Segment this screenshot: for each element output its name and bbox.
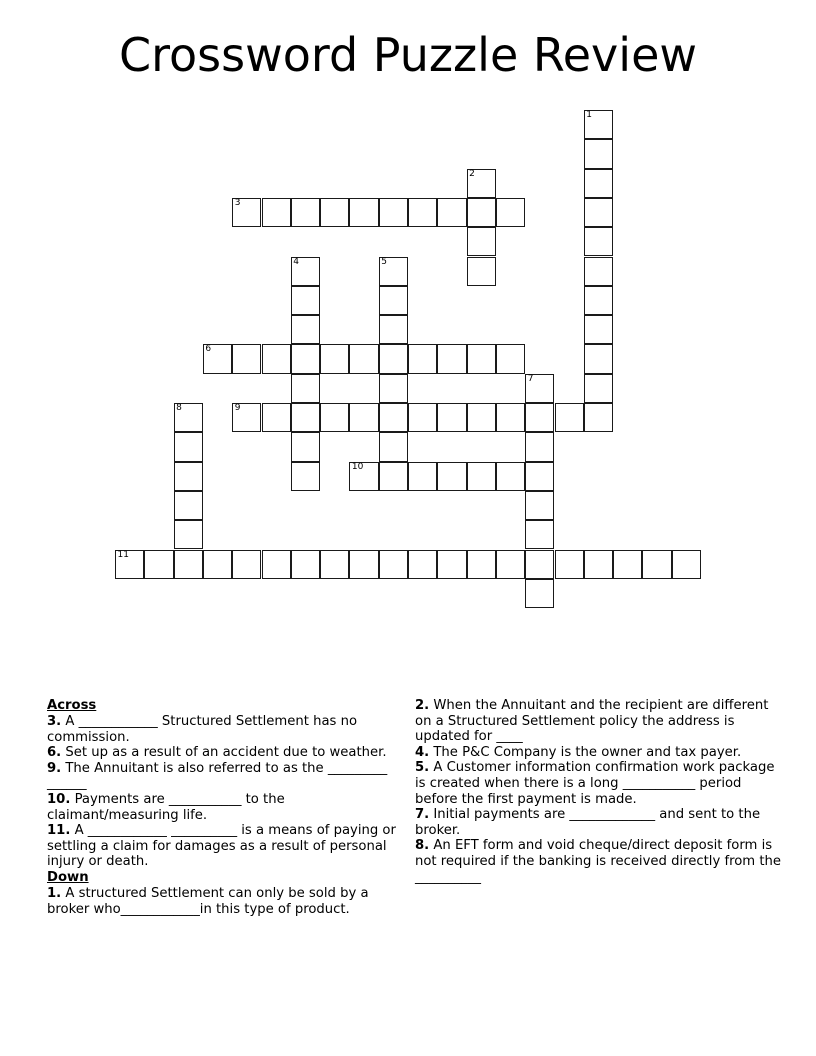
crossword-cell[interactable] bbox=[291, 374, 320, 403]
crossword-cell[interactable] bbox=[467, 169, 496, 198]
crossword-cell[interactable] bbox=[525, 550, 554, 579]
crossword-cell[interactable] bbox=[379, 462, 408, 491]
crossword-cell[interactable] bbox=[584, 257, 613, 286]
crossword-cell[interactable] bbox=[379, 550, 408, 579]
crossword-cell[interactable] bbox=[379, 286, 408, 315]
clues-column-right bbox=[410, 698, 816, 917]
crossword-cell[interactable] bbox=[672, 550, 701, 579]
crossword-cell[interactable] bbox=[467, 344, 496, 373]
cell-number: 1 bbox=[586, 110, 593, 120]
crossword-cell[interactable] bbox=[496, 198, 525, 227]
cell-number: 11 bbox=[117, 549, 129, 560]
crossword-cell[interactable] bbox=[379, 198, 408, 227]
crossword-cell[interactable] bbox=[584, 169, 613, 198]
cell-number: 7 bbox=[527, 373, 534, 384]
crossword-cell[interactable] bbox=[320, 550, 349, 579]
across-clue-10 bbox=[47, 792, 398, 823]
clue-number: 9. bbox=[47, 760, 62, 776]
clue-text: Initial payments are _____________ and sent to the broker. bbox=[415, 807, 761, 838]
crossword-cell[interactable] bbox=[496, 462, 525, 491]
crossword-cell[interactable] bbox=[467, 227, 496, 256]
cell-number: 10 bbox=[351, 461, 364, 472]
crossword-cell[interactable] bbox=[525, 462, 554, 491]
cell-number: 4 bbox=[293, 256, 300, 267]
crossword-cell[interactable] bbox=[584, 403, 613, 432]
down-clue-5 bbox=[415, 760, 786, 807]
crossword-cell[interactable] bbox=[525, 374, 554, 403]
crossword-cell[interactable] bbox=[584, 344, 613, 373]
crossword-cell[interactable] bbox=[291, 403, 320, 432]
clue-text: When the Annuitant and the recipient are different on a Structured Settlement policy the address is updated for ____ bbox=[415, 698, 769, 745]
crossword-cell[interactable] bbox=[291, 198, 320, 227]
crossword-cell[interactable] bbox=[203, 344, 232, 373]
across-clue-3 bbox=[47, 714, 398, 745]
crossword-cell[interactable] bbox=[437, 344, 466, 373]
crossword-cell[interactable] bbox=[174, 491, 203, 520]
clue-number: 2. bbox=[415, 698, 430, 713]
crossword-cell[interactable] bbox=[379, 344, 408, 373]
crossword-cell[interactable] bbox=[291, 315, 320, 344]
clue-text: A Customer information confirmation work package is created when there is a long ___________ period before the first payment is made. bbox=[415, 760, 775, 807]
crossword-cell[interactable] bbox=[174, 432, 203, 461]
crossword-cell[interactable] bbox=[642, 550, 671, 579]
down-clue-list-left bbox=[47, 886, 398, 917]
crossword-cell[interactable] bbox=[584, 198, 613, 227]
crossword-cell[interactable] bbox=[584, 227, 613, 256]
crossword-cell[interactable] bbox=[555, 550, 584, 579]
crossword-cell[interactable] bbox=[467, 257, 496, 286]
cell-number: 5 bbox=[381, 256, 387, 267]
cell-number: 8 bbox=[176, 403, 182, 413]
crossword-cell[interactable] bbox=[408, 403, 437, 432]
across-heading: Across bbox=[47, 698, 97, 713]
clue-number: 5. bbox=[415, 760, 430, 776]
across-clue-9 bbox=[47, 761, 398, 792]
crossword-cell[interactable] bbox=[174, 462, 203, 491]
crossword-cell[interactable] bbox=[379, 403, 408, 432]
crossword-cell[interactable] bbox=[408, 550, 437, 579]
crossword-cell[interactable] bbox=[467, 198, 496, 227]
crossword-cell[interactable] bbox=[496, 344, 525, 373]
page-title: Crossword Puzzle Review bbox=[119, 28, 697, 82]
clue-text: A structured Settlement can only be sold by a broker who____________in this type of product. bbox=[47, 885, 369, 917]
crossword-cell[interactable] bbox=[320, 403, 349, 432]
across-clue-list bbox=[47, 714, 398, 870]
crossword-cell[interactable] bbox=[379, 374, 408, 403]
crossword-cell[interactable] bbox=[467, 403, 496, 432]
clue-text: Set up as a result of an accident due to weather. bbox=[61, 745, 387, 761]
crossword-cell[interactable] bbox=[262, 344, 291, 373]
crossword-cell[interactable] bbox=[320, 344, 349, 373]
clue-number: 8. bbox=[415, 838, 430, 854]
down-clue-4 bbox=[415, 745, 786, 761]
crossword-cell[interactable] bbox=[408, 344, 437, 373]
crossword-cell[interactable] bbox=[555, 403, 584, 432]
crossword-cell[interactable] bbox=[232, 198, 261, 227]
crossword-cell[interactable] bbox=[525, 491, 554, 520]
clue-number: 6. bbox=[47, 745, 62, 761]
crossword-cell[interactable] bbox=[291, 550, 320, 579]
crossword-cell[interactable] bbox=[349, 198, 378, 227]
crossword-cell[interactable] bbox=[525, 432, 554, 461]
clues-section bbox=[0, 698, 816, 917]
crossword-cell[interactable] bbox=[174, 550, 203, 579]
crossword-cell[interactable] bbox=[262, 198, 291, 227]
crossword-cell[interactable] bbox=[232, 403, 261, 432]
clue-number: 4. bbox=[415, 744, 430, 760]
clue-number: 10. bbox=[47, 791, 71, 807]
crossword-cell[interactable] bbox=[584, 286, 613, 315]
crossword-cell[interactable] bbox=[349, 403, 378, 432]
crossword-cell[interactable] bbox=[496, 403, 525, 432]
crossword-cell[interactable] bbox=[144, 550, 173, 579]
crossword-cell[interactable] bbox=[379, 257, 408, 286]
crossword-cell[interactable] bbox=[203, 550, 232, 579]
crossword-cell[interactable] bbox=[584, 315, 613, 344]
crossword-cell[interactable] bbox=[291, 462, 320, 491]
crossword-cell[interactable] bbox=[496, 550, 525, 579]
crossword-cell[interactable] bbox=[467, 550, 496, 579]
crossword-cell[interactable] bbox=[584, 550, 613, 579]
crossword-cell[interactable] bbox=[291, 432, 320, 461]
crossword-cell[interactable] bbox=[437, 198, 466, 227]
clue-number: 11. bbox=[47, 823, 71, 839]
clues-column-left bbox=[0, 698, 410, 917]
cell-number: 9 bbox=[234, 403, 241, 413]
crossword-cell[interactable] bbox=[525, 579, 554, 608]
crossword-cell[interactable] bbox=[174, 403, 203, 432]
across-clue-6 bbox=[47, 745, 398, 761]
crossword-cell[interactable] bbox=[115, 550, 144, 579]
clue-text: An EFT form and void cheque/direct deposit form is not required if the banking is received directly from the __________ bbox=[415, 838, 781, 885]
crossword-cell[interactable] bbox=[232, 550, 261, 579]
cell-number: 3 bbox=[234, 197, 241, 208]
crossword-cell[interactable] bbox=[408, 198, 437, 227]
clue-text: Payments are ___________ to the claimant/measuring life. bbox=[47, 791, 285, 823]
crossword-cell[interactable] bbox=[584, 139, 613, 168]
crossword-cell[interactable] bbox=[232, 344, 261, 373]
crossword-cell[interactable] bbox=[584, 110, 613, 139]
clue-text: A ____________ __________ is a means of paying or settling a claim for damages as a result of personal injury or death. bbox=[47, 823, 396, 870]
down-clue-7 bbox=[415, 807, 786, 838]
crossword-cell[interactable] bbox=[262, 403, 291, 432]
down-clue-8 bbox=[415, 838, 786, 885]
crossword-cell[interactable] bbox=[320, 198, 349, 227]
down-heading: Down bbox=[47, 869, 89, 885]
crossword-cell[interactable] bbox=[262, 550, 291, 579]
crossword-cell[interactable] bbox=[584, 374, 613, 403]
crossword-cell[interactable] bbox=[379, 315, 408, 344]
clue-number: 7. bbox=[415, 807, 430, 823]
down-clue-2 bbox=[415, 698, 786, 745]
crossword-cell[interactable] bbox=[525, 520, 554, 549]
crossword-cell[interactable] bbox=[291, 286, 320, 315]
cell-number: 2 bbox=[469, 168, 475, 179]
crossword-cell[interactable] bbox=[379, 432, 408, 461]
crossword-cell[interactable] bbox=[437, 462, 466, 491]
down-clue-1 bbox=[47, 886, 398, 917]
crossword-cell[interactable] bbox=[349, 462, 378, 491]
clue-number: 1. bbox=[47, 885, 62, 901]
crossword-cell[interactable] bbox=[349, 550, 378, 579]
crossword-cell[interactable] bbox=[613, 550, 642, 579]
crossword-cell[interactable] bbox=[291, 344, 320, 373]
clue-text: A ____________ Structured Settlement has no commission. bbox=[47, 714, 358, 745]
down-clue-list-right bbox=[415, 698, 786, 885]
clue-number: 3. bbox=[47, 714, 62, 729]
crossword-cell[interactable] bbox=[437, 550, 466, 579]
crossword-cell[interactable] bbox=[408, 462, 437, 491]
across-clue-11 bbox=[47, 823, 398, 870]
crossword-cell[interactable] bbox=[174, 520, 203, 549]
crossword-cell[interactable] bbox=[437, 403, 466, 432]
crossword-cell[interactable] bbox=[525, 403, 554, 432]
crossword-cell[interactable] bbox=[467, 462, 496, 491]
crossword-cell[interactable] bbox=[291, 257, 320, 286]
cell-number: 6 bbox=[205, 344, 212, 355]
clue-text: The Annuitant is also referred to as the _________ ______ bbox=[47, 760, 388, 792]
clue-text: The P&C Company is the owner and tax payer. bbox=[429, 744, 742, 760]
crossword-cell[interactable] bbox=[349, 344, 378, 373]
